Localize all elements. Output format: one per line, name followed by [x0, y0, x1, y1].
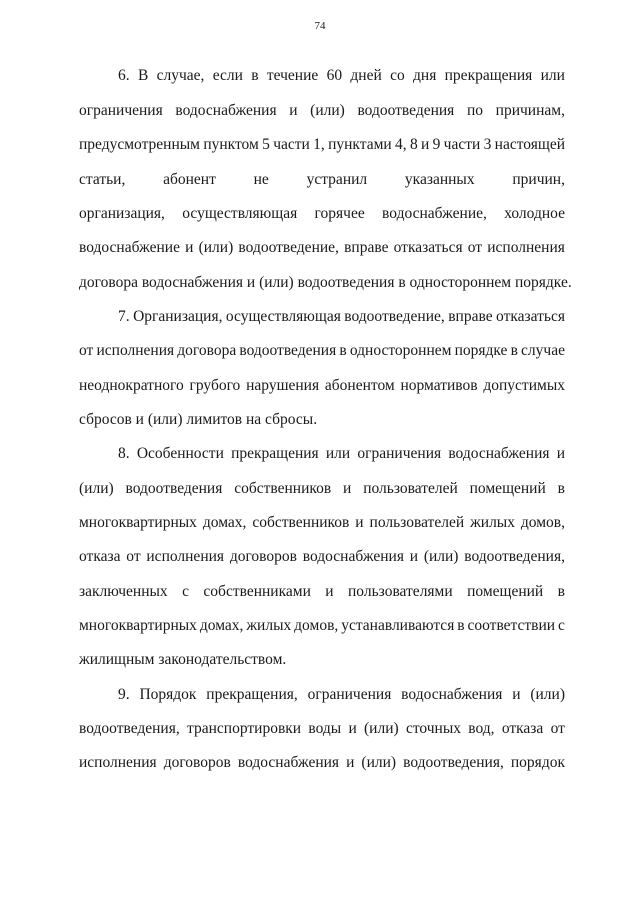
text-line: неоднократного грубого нарушения абонентом нормативов допустимых [79, 377, 565, 394]
text-line: (или) водоотведения собственников и пользователей помещений в [79, 480, 565, 497]
text-line: предусмотренным пунктом 5 части 1, пунктами 4, 8 и 9 части 3 настоящей [79, 136, 565, 153]
text-line: водоотведения, транспортировки воды и (или) сточных вод, отказа от [79, 720, 565, 737]
text-line: сбросов и (или) лимитов на сбросы. [79, 411, 318, 428]
text-line: организация, осуществляющая горячее водоснабжение, холодное [79, 205, 565, 222]
text-line: 6. В случае, если в течение 60 дней со дня прекращения или [118, 67, 565, 84]
text-line: жилищным законодательством. [79, 651, 287, 668]
text-line: 8. Особенности прекращения или ограничения водоснабжения и [118, 445, 565, 462]
text-line: ограничения водоснабжения и (или) водоотведения по причинам, [79, 102, 565, 119]
text-line: исполнения договоров водоснабжения и (или) водоотведения, порядок [79, 754, 565, 771]
text-line: многоквартирных домах, собственников и пользователей жилых домов, [79, 514, 565, 531]
text-line: от исполнения договора водоотведения в одностороннем порядке в случае [79, 342, 565, 359]
page-number: 74 [314, 20, 326, 32]
text-line: заключенных с собственниками и пользователями помещений в [79, 583, 565, 600]
text-line: отказа от исполнения договоров водоснабжения и (или) водоотведения, [79, 548, 565, 565]
text-line: статьи, абонент не устранил указанных причин, [79, 171, 565, 188]
text-line: многоквартирных домах, жилых домов, устанавливаются в соответствии с [79, 617, 565, 634]
text-line: 7. Организация, осуществляющая водоотведение, вправе отказаться [118, 308, 565, 325]
text-line: 9. Порядок прекращения, ограничения водоснабжения и (или) [118, 686, 565, 703]
text-line: договора водоснабжения и (или) водоотведения в одностороннем порядке. [79, 274, 572, 291]
text-line: водоснабжение и (или) водоотведение, вправе отказаться от исполнения [79, 239, 565, 256]
